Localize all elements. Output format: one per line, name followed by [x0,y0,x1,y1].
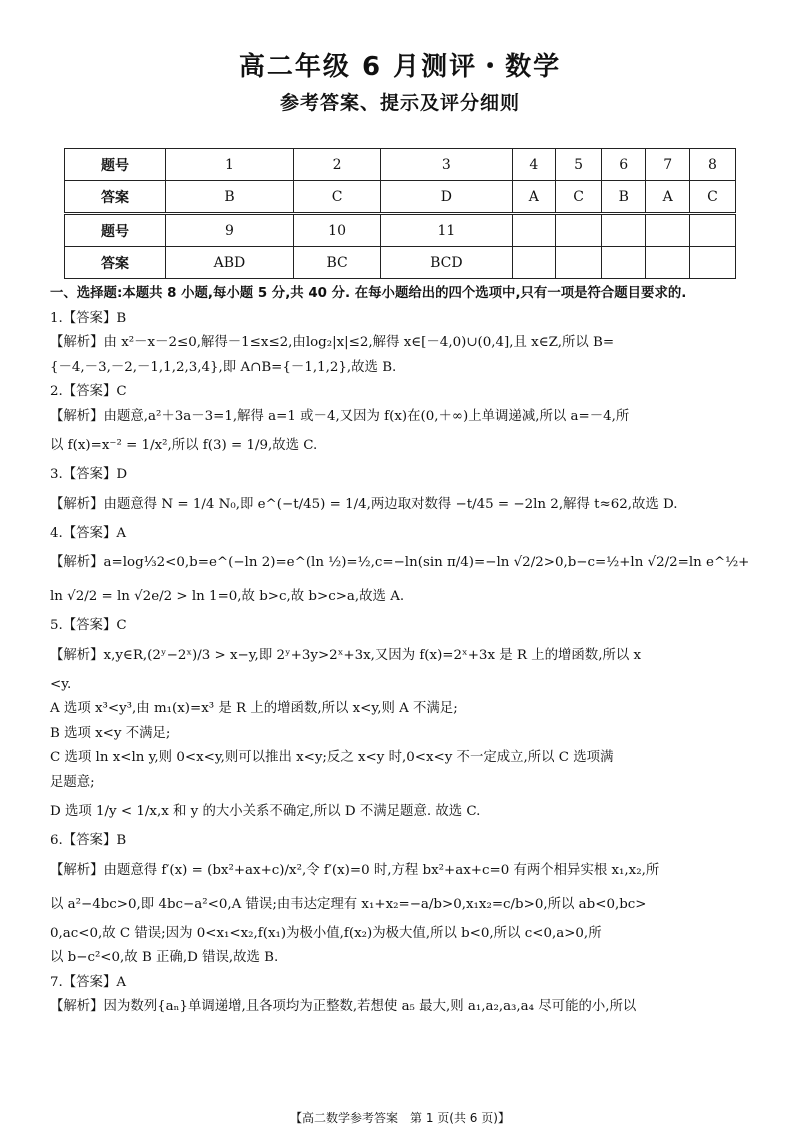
page-footer: 【高二数学参考答案 第 1 页(共 6 页)】 [290,1111,510,1125]
question-number: 2 [293,149,380,181]
answer-cell: C [293,181,380,214]
answer-cell: C [556,181,602,214]
question-number: 5 [556,149,602,181]
question-number: 9 [166,214,294,247]
q4-explanation: 【解析】a=log⅓2<0,b=e^(−ln 2)=e^(ln ½)=½,c=−ln(sin π/4)=−ln √2/2>0,b−c=½+ln √2/2=ln e^½+ [50,555,750,570]
q3-answer: 3.【答案】D [50,467,128,482]
question-number: 8 [689,149,735,181]
answer-label: 答案 [65,181,166,214]
q5-answer: 5.【答案】C [50,618,127,633]
q6-explanation-cont3: 以 b−c²<0,故 B 正确,D 错误,故选 B. [50,950,279,965]
answer-cell: C [689,181,735,214]
q4-answer: 4.【答案】A [50,525,127,541]
question-number: 11 [381,214,512,247]
q7-answer: 7.【答案】A [50,974,127,990]
q5-explanation-cont: <y. [50,676,72,692]
section-heading: 一、选择题:本题共 8 小题,每小题 5 分,共 40 分. 在每小题给出的四个选项中,只有一项是符合题目要求的. [50,286,687,301]
q5-option-b: B 选项 x<y 不满足; [50,725,171,741]
q2-explanation-cont: 以 f(x)=x⁻² = 1/x²,所以 f(3) = 1/9,故选 C. [50,438,318,453]
question-number: 4 [512,149,556,181]
q6-answer: 6.【答案】B [50,833,127,848]
answer-cell [689,247,735,279]
solutions-body [50,282,760,1020]
answer-cell [602,247,646,279]
answer-label: 答案 [65,247,166,279]
header-label: 题号 [65,149,166,181]
question-number: 7 [646,149,690,181]
q5-option-c: C 选项 ln x<ln y,则 0<x<y,则可以推出 x<y;反之 x<y 时,0<x<y 不一定成立,所以 C 选项满 [50,750,614,765]
table-row [65,181,736,214]
answer-cell [512,247,556,279]
q5-explanation: 【解析】x,y∈R,(2ʸ−2ˣ)/3 > x−y,即 2ʸ+3y>2ˣ+3x,又因为 f(x)=2ˣ+3x 是 R 上的增函数,所以 x [50,647,642,663]
answer-cell: A [512,181,556,214]
q7-explanation: 【解析】因为数列{aₙ}单调递增,且各项均为正整数,若想使 a₅ 最大,则 a₁,a₂,a₃,a₄ 尽可能的小,所以 [50,999,637,1014]
q1-explanation: 【解析】由 x²－x－2≤0,解得－1≤x≤2,由log₂|x|≤2,解得 x∈[－4,0)∪(0,4],且 x∈Z,所以 B= [50,335,615,350]
answer-cell: B [602,181,646,214]
q6-explanation-cont: 以 a²−4bc>0,即 4bc−a²<0,A 错误;由韦达定理有 x₁+x₂=−a/b>0,x₁x₂=c/b>0,所以 ab<0,bc> [50,896,647,912]
question-number: 6 [602,149,646,181]
q2-explanation: 【解析】由题意,a²＋3a－3=1,解得 a=1 或－4,又因为 f(x)在(0,＋∞)上单调递减,所以 a=－4,所 [50,408,630,424]
question-number: 1 [166,149,294,181]
q1-explanation-cont: {－4,－3,－2,－1,1,2,3,4},即 A∩B={－1,1,2},故选 B. [50,359,397,375]
question-number [556,214,602,247]
q6-explanation: 【解析】由题意得 f′(x) = (bx²+ax+c)/x²,令 f′(x)=0 时,方程 bx²+ax+c=0 有两个相异实根 x₁,x₂,所 [50,862,660,878]
question-number: 3 [381,149,512,181]
answer-cell: D [381,181,512,214]
answer-cell: BCD [381,247,512,279]
q3-explanation: 【解析】由题意得 N = 1/4 N₀,即 e^(−t/45) = 1/4,两边取对数得 −t/45 = −2ln 2,解得 t≈62,故选 D. [50,496,678,512]
answer-cell [556,247,602,279]
question-number [646,214,690,247]
table-row [65,247,736,279]
question-number [512,214,556,247]
question-number [602,214,646,247]
q6-explanation-cont2: 0,ac<0,故 C 错误;因为 0<x₁<x₂,f(x₁)为极小值,f(x₂)为极大值,所以 b<0,所以 c<0,a>0,所 [50,925,602,941]
question-number: 10 [293,214,380,247]
q4-explanation-cont: ln √2/2 = ln √2e/2 > ln 1=0,故 b>c,故 b>c>a,故选 A. [50,589,405,604]
header-label: 题号 [65,214,166,247]
q2-answer: 2.【答案】C [50,384,127,399]
page-title: 高二年级 6 月测评・数学 [238,52,562,82]
answer-cell: B [166,181,294,214]
table-row [65,149,736,181]
question-number [689,214,735,247]
page-subtitle: 参考答案、提示及评分细则 [279,92,520,114]
table-row [65,214,736,247]
q1-answer: 1.【答案】B [50,310,127,326]
answer-cell: ABD [166,247,294,279]
answer-cell: A [646,181,690,214]
answer-cell: BC [293,247,380,279]
q5-option-d: D 选项 1/y < 1/x,x 和 y 的大小关系不确定,所以 D 不满足题意. 故选 C. [50,804,481,819]
q5-option-c-cont: 足题意; [50,774,95,790]
answer-cell [646,247,690,279]
q5-option-a: A 选项 x³<y³,由 m₁(x)=x³ 是 R 上的增函数,所以 x<y,则 A 不满足; [50,701,458,716]
answer-table [64,148,736,279]
